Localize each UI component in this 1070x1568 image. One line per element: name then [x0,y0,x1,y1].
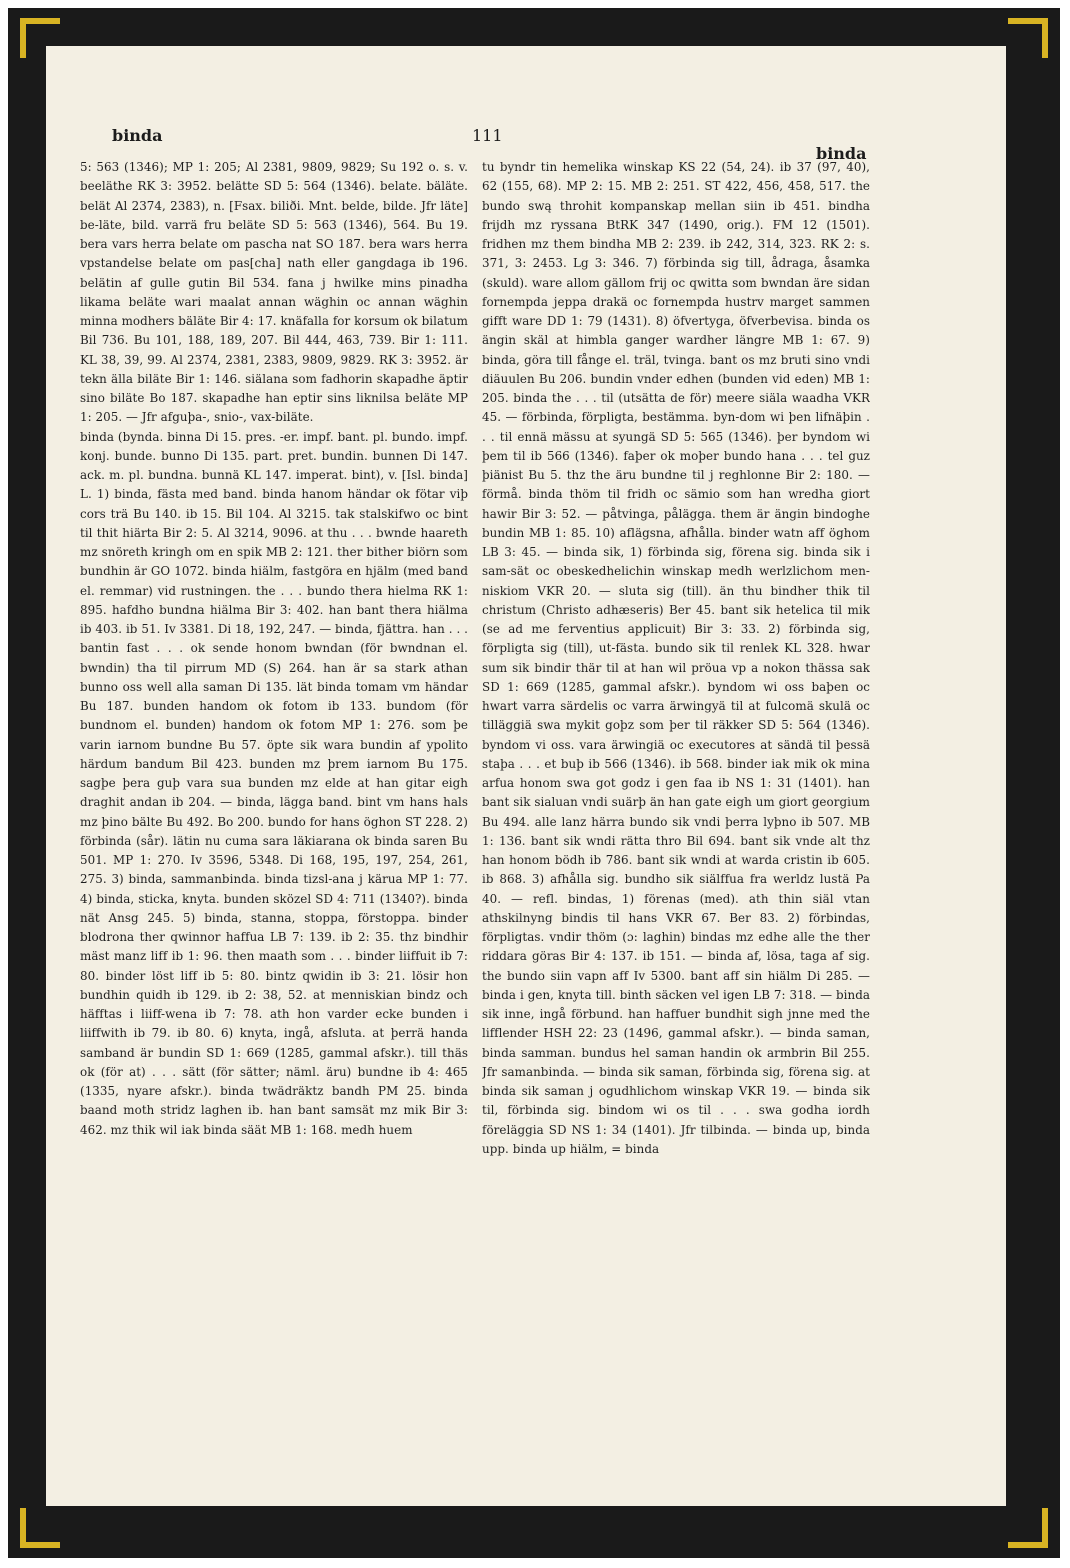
page-number: 111 [472,126,503,145]
left-column [80,158,468,1368]
corner-mark-icon [1008,18,1048,58]
running-head-left: binda [112,126,163,145]
corner-mark-icon [20,1508,60,1548]
right-column-text: tu byndr tin hemelika winskap KS 22 (54, 24). ib 37 (97, 40), 62 (155, 68). MP 2: 15. MB 2: 251. ST 422, 456, 458, 517. the bundo swą throhit kompanskap mellan siin ib 451. bindha frijdh mz ryssana BtRK 347 (1490, orig.). FM 12 (1501). fridhen mz them bindha MB 2: 239. ib 242, 314, 323. RK 2: s. 371, 3: 2453. Lg 3: 346. 7) förbinda sig till, ådraga, åsamka (skuld). ware allom gällom frij oc qwitta som bwndan äre sidan fornempda jeppa drakä oc fornempda hustrv marget sammen gifft ware DD 1: 79 (1431). 8) öfvertyga, öfverbevisa. binda os ängin skäl at himbla ganger wardher längre MB 1: 67. 9) binda, göra till fånge el. träl, tvinga. bant os mz bruti sino vndi diäuulen Bu 206. bundin vnder edhen (bunden vid eden) MB 1: 205. binda the . . . til (utsätta de för) meere siäla waadha VKR 45. — förbinda, förpligta, bestämma. byn-dom wi þen lifnäþin . . . til ennä mässu at syungä SD 5: 565 (1346). þer byndom wi þem til ib 566 (1346). faþer ok moþer bundo hana . . . tel guz þiänist Bu 5. thz the äru bundne til j reghlonne Bir 2: 180. — förmå. binda thöm til fridh oc sämio som han wredha giort hawir Bir 3: 52. — påtvinga, pålägga. them är ängin bindoghe bundin MB 1: 85. 10) aflägsna, afhålla. binder watn aff öghom LB 3: 45. — binda sik, 1) förbinda sig, förena sig. binda sik i sam-sät oc obeskedhelichin winskap medh werlzlichom men-niskiom VKR 20. — sluta sig (till). än thu bindher thik til christum (Christo adhæseris) Ber 45. bant sik hetelica til mik (se ad me ferventius applicuit) Bir 3: 33. 2) förbinda sig, förpligta sig (till), ut-fästa. bundo sik til renlek KL 328. hwar sum sik bindir thär til at han wil pröua vp a nokon thässa sak SD 1: 669 (1285, gammal afskr.). byndom wi oss baþen oc hwart varra särdelis oc varra ärwingyä til at fulcomä skulä oc tilläggiä swa mykit goþz som þer til räkker SD 5: 564 (1346). byndom vi oss. vara ärwingiä oc executores at sändä til þessä staþa . . . et buþ ib 566 (1346). ib 568. binder iak mik ok mina arfua honom swa got godz i gen faa ib NS 1: 31 (1401). han bant sik sialuan vndi suärþ än han gate eigh um giort georgium Bu 494. alle lanz härra bundo sik vndi þerra lyþno ib 507. MB 1: 136. bant sik wndi rätta thro Bil 694. bant sik vnde alt thz han honom bödh ib 786. bant sik wndi at warda cristin ib 605. ib 868. 3) afhålla sig. bundho sik siälffua fra werldz lustä Pa 40. — refl. bindas, 1) förenas (med). ath thin siäl vtan athskilnyng bindis til hans VKR 67. Ber 83. 2) förbindas, förpligtas. vndir thöm (ɔ: laghin) bindas mz edhe alle the ther riddara göras Bir 4: 137. ib 151. — binda af, lösa, taga af sig. the bundo siin vapn aff Iv 5300. bant aff sin hiälm Di 285. — binda i gen, knyta till. binth säcken vel igen LB 7: 318. — binda sik inne, ingå förbund. han haffuer bundhit sigh jnne med the lifflender HSH 22: 23 (1496, gammal afskr.). — binda saman, binda samman. bundus hel saman handin ok armbrin Bil 255. Jfr samanbinda. — binda sik saman, förbinda sig, förena sig. at binda sik saman j ogudhlichom winskap VKR 19. — binda sik til, förbinda sig. bindom wi os til . . . swa godha iordh föreläggia SD NS 1: 34 (1401). Jfr tilbinda. — binda up, binda upp. binda up hiälm, = binda [482,160,870,1156]
corner-mark-icon [1008,1508,1048,1548]
right-column [482,158,870,1368]
running-head-right: binda [816,144,867,163]
left-column-text: 5: 563 (1346); MP 1: 205; Al 2381, 9809, 9829; Su 192 o. s. v. beeläthe RK 3: 3952. belätte SD 5: 564 (1346). belate. bäläte. belät Al 2374, 2383), n. [Fsax. biliði. Mnt. belde, bilde. Jfr läte] be-läte, bild. varrä fru beläte SD 5: 563 (1346), 564. Bu 19. bera vars herra belate om pascha nat SO 187. bera wars herra vpstandelse belate om pas[cha] nath eller gangdaga ib 196. belätin af gulle gutin Bil 534. fana j hwilke mins pinadha likama beläte wari maalat annan wäghin oc annan wäghin minna modhers bäläte Bir 4: 17. knäfalla for korsum ok bilatum Bil 736. Bu 101, 188, 189, 207. Bil 444, 463, 739. Bir 1: 111. KL 38, 39, 99. Al 2374, 2381, 2383, 9809, 9829. RK 3: 3952. är tekn älla biläte Bir 1: 146. siälana som fadhorin skapadhe äptir sino biläte Bo 187. skapadhe han eptir sins liknilsa beläte MP 1: 205. — Jfr afguþa-, snio-, vax-biläte. binda (bynda. binna Di 15. pres. -er. impf. bant. pl. bundo. impf. konj. bunde. bunno Di 135. part. pret. bundin. bunnen Di 147. ack. m. pl. bundna. bunnä KL 147. imperat. bint), v. [Isl. binda] L. 1) binda, fästa med band. binda hanom händar ok fötar viþ cors trä Bu 140. ib 15. Bil 104. Al 3215. tak stalskifwo oc bint til thit hiärta Bir 2: 5. Al 3214, 9096. at thu . . . bwnde haareth mz snöreth kringh om en spik MB 2: 121. ther bither biörn som bundhin är GO 1072. binda hiälm, fastgöra en hjälm (med band el. remmar) vid rustningen. the . . . bundo thera hielma RK 1: 895. hafdho bundna hiälma Bir 3: 402. han bant thera hiälma ib 403. ib 51. Iv 3381. Di 18, 192, 247. — binda, fjättra. han . . . bantin fast . . . ok sende honom bwndan (för bwndnan el. bwndin) tha til pirrum MD (S) 264. han är sa stark athan bunno oss well alla saman Di 135. lät binda tomam vm händar Bu 187. bunden handom ok fotom ib 133. bundom (för bundnom el. bunden) handom ok fotom MP 1: 276. som þe varin iarnom bundne Bu 57. öpte sik wara bundin af ypolito härdum bandum Bil 423. bunden mz þrem iarnom Bu 175. sagþe þera guþ vara sua bunden mz elde at han gitar eigh draghit andan ib 204. — binda, lägga band. bint vm hans hals mz þino bälte Bu 492. Bo 200. bundo for hans öghon ST 228. 2) förbinda (sår). lätin nu cuma sara läkiarana ok binda saren Bu 501. MP 1: 270. Iv 3596, 5348. Di 168, 195, 197, 254, 261, 275. 3) binda, sammanbinda. binda tizsl-ana j kärua MP 1: 77. 4) binda, sticka, knyta. bunden sközel SD 4: 711 (1340?). binda nät Ansg 245. 5) binda, stanna, stoppa, förstoppa. binder blodrona ther qwinnor haffua LB 7: 139. ib 2: 35. thz bindhir mäst manz liff ib 1: 96. then maath som . . . binder liiffuit ib 7: 80. binder löst liff ib 5: 80. bintz qwidin ib 3: 21. lösir hon bundhin quidh ib 129. ib 2: 38, 52. at menniskian bindz och häfftas i liiff-wena ib 7: 78. ath hon varder ecke bunden i liiffwith ib 79. ib 80. 6) knyta, ingå, afsluta. at þerrä handa samband är bundin SD 1: 669 (1285, gammal afskr.). till thäs ok (för at) . . . sätt (för sätter; näml. äru) bundne ib 4: 465 (1335, nyare afskr.). binda twädräktz bandh PM 25. binda baand moth stridz laghen ib. han bant samsät mz mik Bir 3: 462. mz thik wil iak binda säät MB 1: 168. medh huem [80,160,468,1137]
